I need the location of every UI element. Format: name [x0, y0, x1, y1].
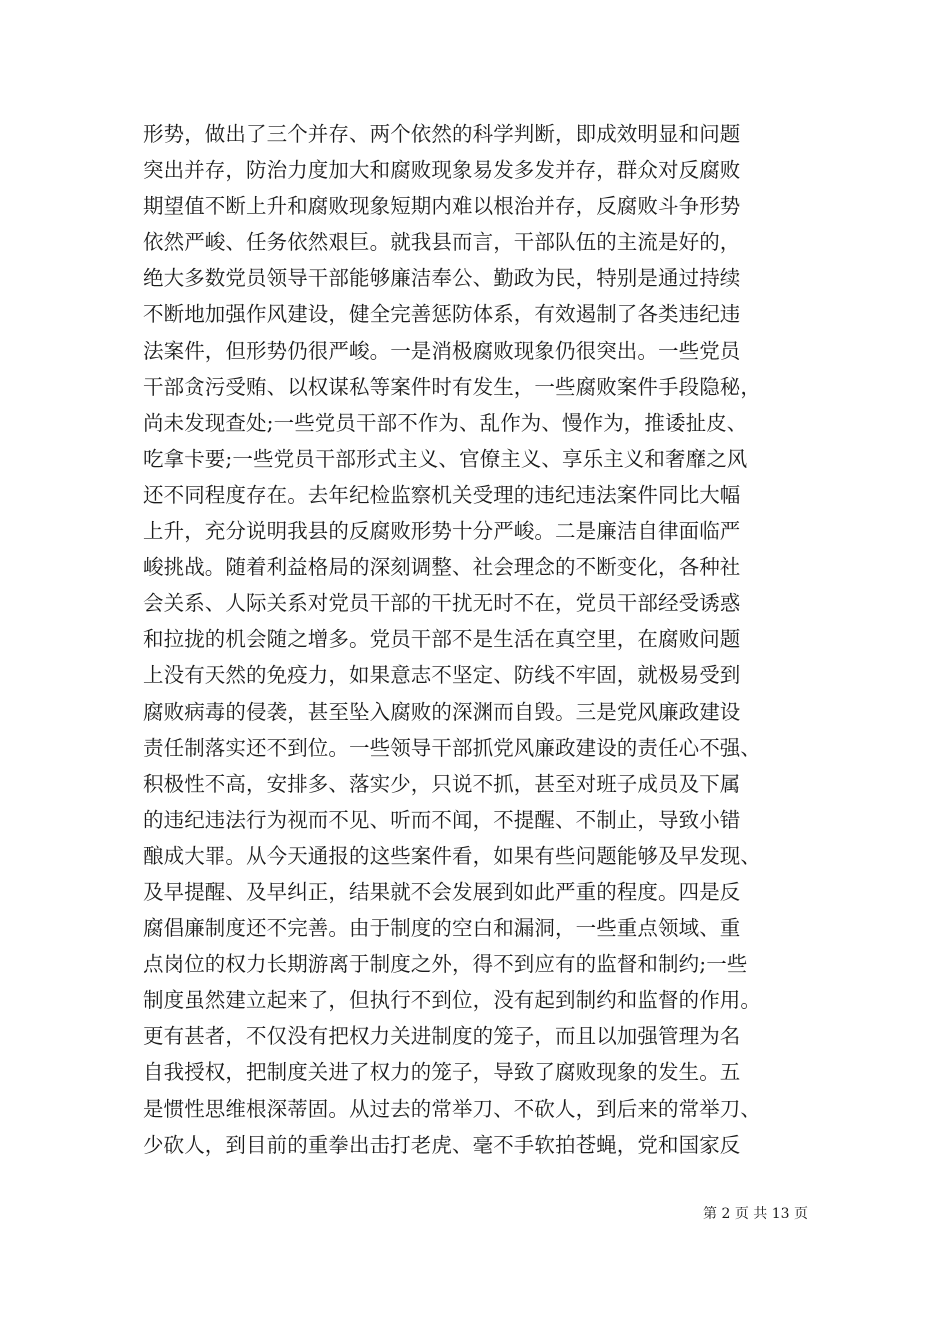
text-line: 会关系、人际关系对党员干部的干扰无时不在，党员干部经受诱惑 [143, 591, 741, 616]
text-line: 上没有天然的免疫力，如果意志不坚定、防线不牢固，就极易受到 [143, 663, 741, 688]
text-line: 突出并存，防治力度加大和腐败现象易发多发并存，群众对反腐败 [143, 158, 741, 183]
text-line: 吃拿卡要;一些党员干部形式主义、官僚主义、享乐主义和奢靡之风 [143, 446, 748, 471]
text-line: 峻挑战。随着利益格局的深刻调整、社会理念的不断变化，各种社 [143, 555, 741, 580]
text-line: 形势，做出了三个并存、两个依然的科学判断，即成效明显和问题 [143, 122, 741, 146]
text-line: 期望值不断上升和腐败现象短期内难以根治并存，反腐败斗争形势 [143, 194, 741, 219]
text-line: 绝大多数党员领导干部能够廉洁奉公、勤政为民，特别是通过持续 [143, 266, 741, 291]
text-line: 尚未发现查处;一些党员干部不作为、乱作为、慢作为，推诿扯皮、 [143, 410, 748, 435]
text-line: 不断地加强作风建设，健全完善惩防体系，有效遏制了各类违纪违 [143, 302, 741, 327]
text-line: 是惯性思维根深蒂固。从过去的常举刀、不砍人，到后来的常举刀、 [143, 1096, 761, 1121]
text-line: 自我授权，把制度关进了权力的笼子，导致了腐败现象的发生。五 [143, 1060, 741, 1085]
text-line: 及早提醒、及早纠正，结果就不会发展到如此严重的程度。四是反 [143, 879, 741, 904]
text-line: 法案件，但形势仍很严峻。一是消极腐败现象仍很突出。一些党员 [143, 338, 741, 363]
text-line: 上升，充分说明我县的反腐败形势十分严峻。二是廉洁自律面临严 [143, 519, 741, 544]
page-number-footer: 第 2 页 共 13 页 [703, 1206, 808, 1222]
text-line: 责任制落实还不到位。一些领导干部抓党风廉政建设的责任心不强、 [143, 735, 761, 760]
text-line: 的违纪违法行为视而不见、听而不闻，不提醒、不制止，导致小错 [143, 807, 741, 832]
text-line: 更有甚者，不仅没有把权力关进制度的笼子，而且以加强管理为名 [143, 1024, 741, 1049]
text-line: 制度虽然建立起来了，但执行不到位，没有起到制约和监督的作用。 [143, 988, 761, 1013]
text-line: 干部贪污受贿、以权谋私等案件时有发生，一些腐败案件手段隐秘， [143, 374, 761, 399]
text-line: 和拉拢的机会随之增多。党员干部不是生活在真空里，在腐败问题 [143, 627, 741, 652]
text-line: 点岗位的权力长期游离于制度之外，得不到应有的监督和制约;一些 [143, 952, 748, 977]
text-line: 腐倡廉制度还不完善。由于制度的空白和漏洞，一些重点领域、重 [143, 916, 741, 941]
text-line: 腐败病毒的侵袭，甚至坠入腐败的深渊而自毁。三是党风廉政建设 [143, 699, 741, 724]
text-line: 酿成大罪。从今天通报的这些案件看，如果有些问题能够及早发现、 [143, 843, 761, 868]
text-line: 依然严峻、任务依然艰巨。就我县而言，干部队伍的主流是好的， [143, 230, 741, 255]
body-text [143, 116, 813, 1163]
text-line: 少砍人，到目前的重拳出击打老虎、毫不手软拍苍蝇，党和国家反 [143, 1132, 741, 1157]
text-line: 积极性不高，安排多、落实少，只说不抓，甚至对班子成员及下属 [143, 771, 741, 796]
text-line: 还不同程度存在。去年纪检监察机关受理的违纪违法案件同比大幅 [143, 482, 741, 507]
